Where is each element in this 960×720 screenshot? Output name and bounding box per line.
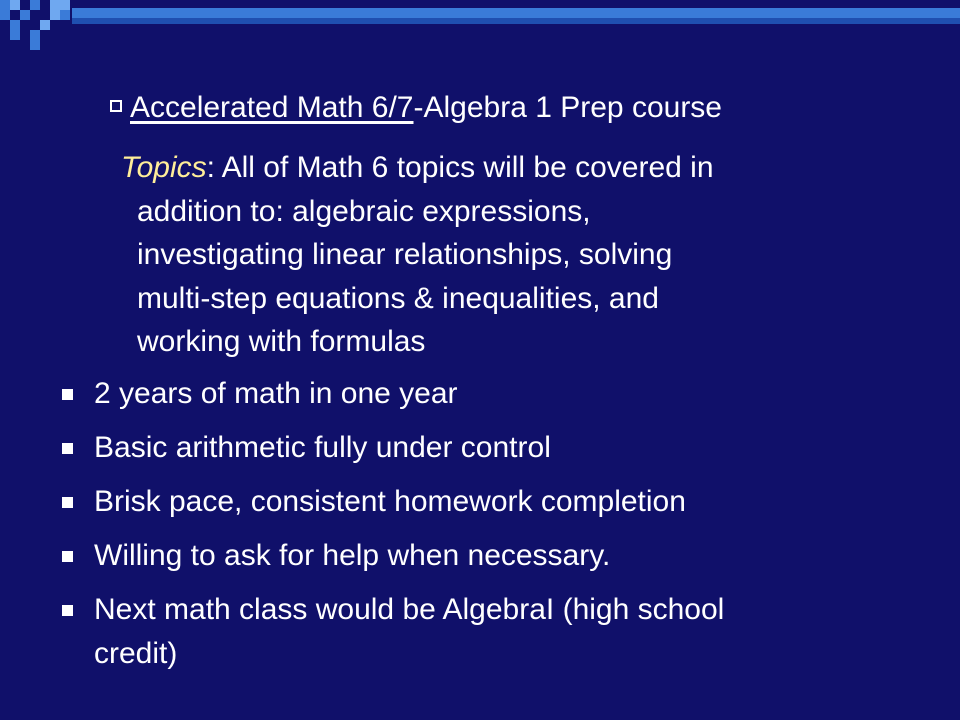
topics-line-5: working with formulas: [137, 325, 426, 358]
decorative-top-band: [0, 0, 960, 40]
requirements-list: [0, 372, 960, 686]
list-item-text: Willing to ask for help when necessary.: [94, 539, 611, 572]
topics-line-3: investigating linear relationships, solving: [137, 238, 673, 271]
course-title-underlined: Accelerated Math 6/7: [130, 91, 414, 124]
list-item: [0, 426, 960, 470]
list-item: [0, 372, 960, 416]
list-item-text-line-2: credit): [94, 636, 178, 670]
topics-line-2: addition to: algebraic expressions,: [137, 194, 591, 228]
filled-square-icon: [62, 497, 73, 508]
list-item: [0, 534, 960, 578]
list-item-text: Basic arithmetic fully under control: [94, 431, 551, 464]
topics-line-1: : All of Math 6 topics will be covered in: [206, 151, 714, 184]
course-heading: [110, 88, 722, 128]
list-item: [0, 588, 960, 675]
course-title-rest: -Algebra 1 Prep course: [413, 91, 722, 124]
list-item-text: 2 years of math in one year: [94, 377, 458, 410]
topics-paragraph: [121, 146, 927, 364]
hollow-square-icon: [110, 100, 122, 112]
filled-square-icon: [62, 443, 73, 454]
filled-square-icon: [62, 605, 73, 616]
topics-line-4: multi-step equations & inequalities, and: [137, 281, 659, 315]
list-item-text-line-1: Next math class would be AlgebraI (high school: [94, 593, 725, 626]
list-item: [0, 480, 960, 524]
filled-square-icon: [62, 389, 73, 400]
topics-label: Topics: [121, 151, 207, 184]
list-item-text: Brisk pace, consistent homework completion: [94, 485, 686, 518]
topics-first-line: [121, 146, 927, 190]
filled-square-icon: [62, 551, 73, 562]
